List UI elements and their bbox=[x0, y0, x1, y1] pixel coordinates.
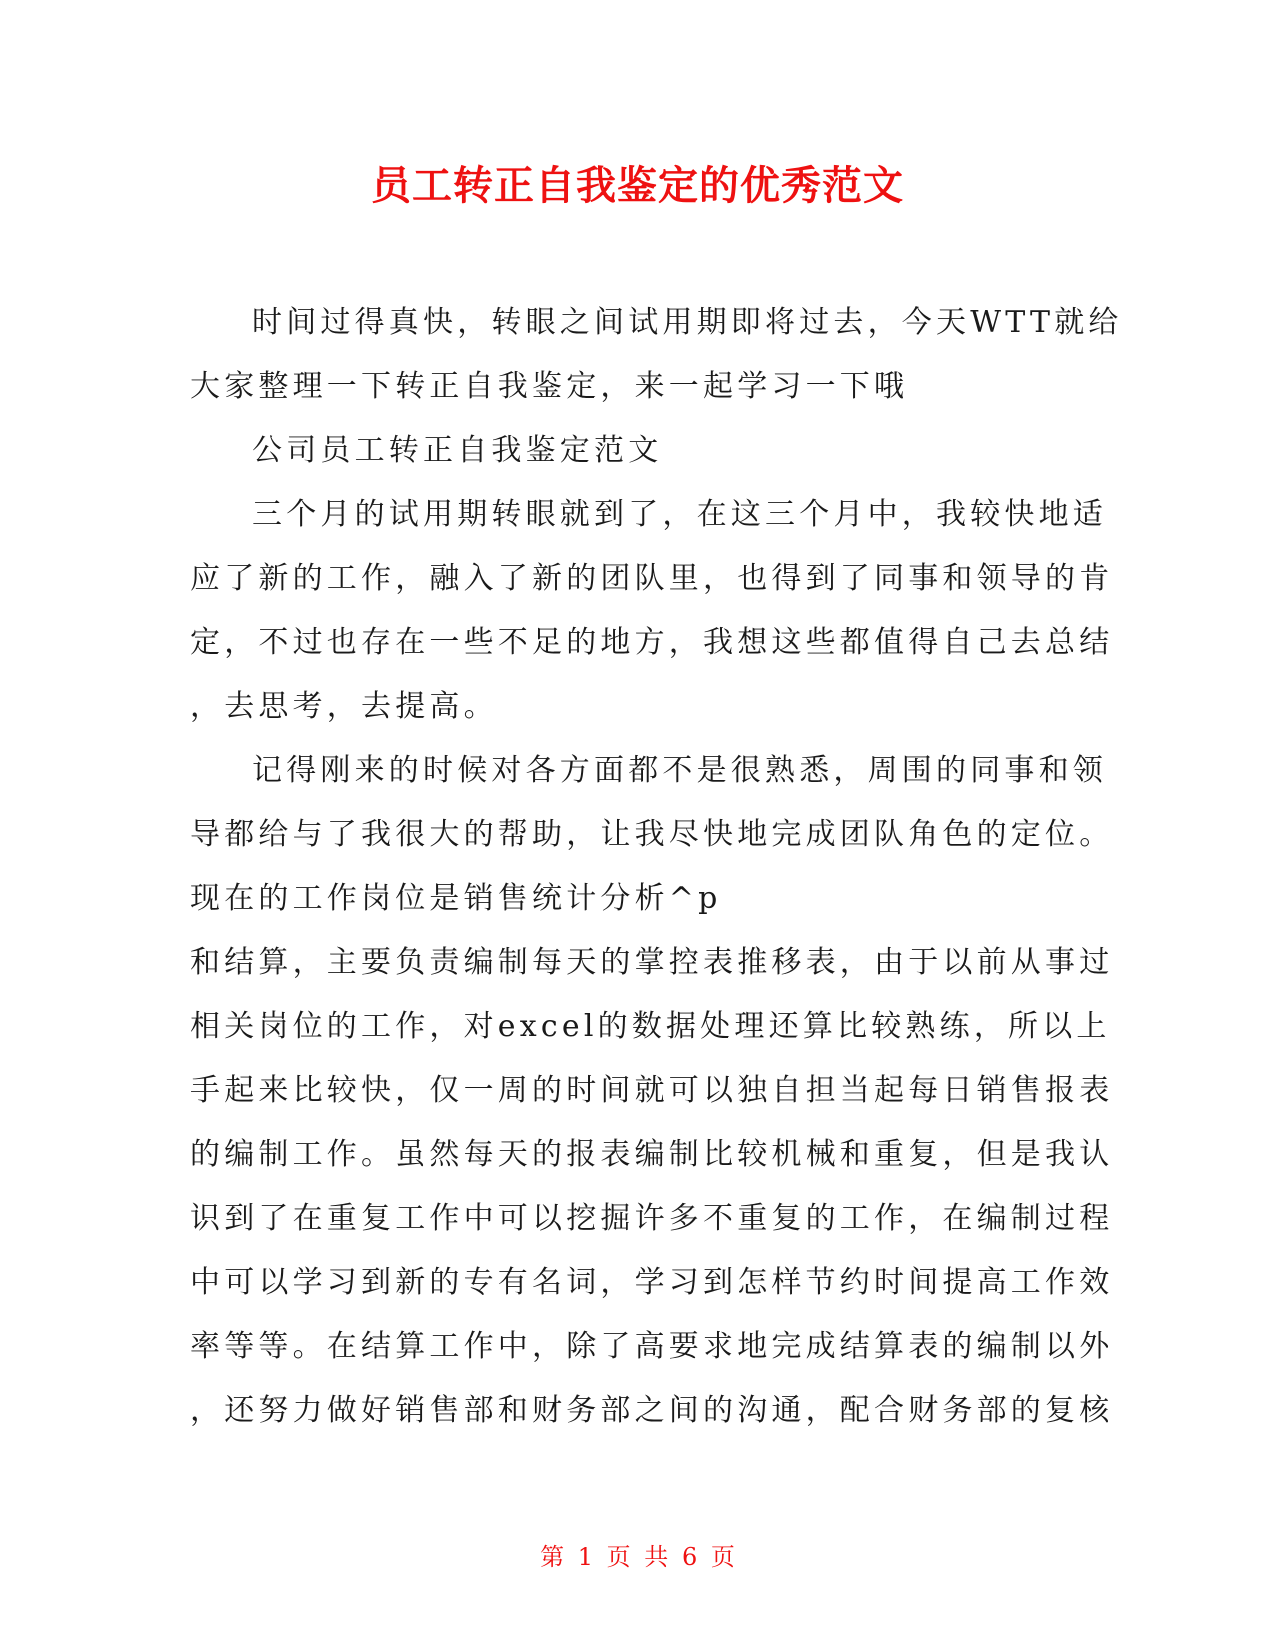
paragraph-line: 大家整理一下转正自我鉴定，来一起学习一下哦 bbox=[190, 369, 909, 404]
document-title: 员工转正自我鉴定的优秀范文 bbox=[371, 163, 904, 209]
paragraph-line: 率等等。在结算工作中，除了高要求地完成结算表的编制以外 bbox=[190, 1329, 1114, 1364]
paragraph-line: 时间过得真快，转眼之间试用期即将过去，今天WTT就给 bbox=[252, 305, 1123, 340]
paragraph-line: 中可以学习到新的专有名词，学习到怎样节约时间提高工作效 bbox=[190, 1265, 1114, 1300]
paragraph-line: 应了新的工作，融入了新的团队里，也得到了同事和领导的肯 bbox=[190, 561, 1114, 596]
paragraph-line: ，去思考，去提高。 bbox=[190, 689, 498, 724]
paragraph-line: 和结算，主要负责编制每天的掌控表推移表，由于以前从事过 bbox=[190, 945, 1114, 980]
paragraph-line: 相关岗位的工作，对excel的数据处理还算比较熟练，所以上 bbox=[190, 1009, 1111, 1044]
paragraph-line: 定，不过也存在一些不足的地方，我想这些都值得自己去总结 bbox=[190, 625, 1114, 660]
paragraph-line: 记得刚来的时候对各方面都不是很熟悉，周围的同事和领 bbox=[252, 753, 1107, 788]
document-body bbox=[190, 291, 1123, 1443]
paragraph-line: 现在的工作岗位是销售统计分析^p bbox=[190, 881, 722, 916]
paragraph-line: ，还努力做好销售部和财务部之间的沟通，配合财务部的复核 bbox=[190, 1393, 1114, 1428]
paragraph-line: 的编制工作。虽然每天的报表编制比较机械和重复，但是我认 bbox=[190, 1137, 1114, 1172]
paragraph-line: 三个月的试用期转眼就到了，在这三个月中，我较快地适 bbox=[252, 497, 1107, 532]
section-heading: 公司员工转正自我鉴定范文 bbox=[252, 433, 663, 468]
paragraph-line: 导都给与了我很大的帮助，让我尽快地完成团队角色的定位。 bbox=[190, 817, 1114, 852]
page-number-footer: 第 1 页 共 6 页 bbox=[540, 1543, 735, 1571]
paragraph-line: 手起来比较快，仅一周的时间就可以独自担当起每日销售报表 bbox=[190, 1073, 1114, 1108]
paragraph-line: 识到了在重复工作中可以挖掘许多不重复的工作，在编制过程 bbox=[190, 1201, 1114, 1236]
